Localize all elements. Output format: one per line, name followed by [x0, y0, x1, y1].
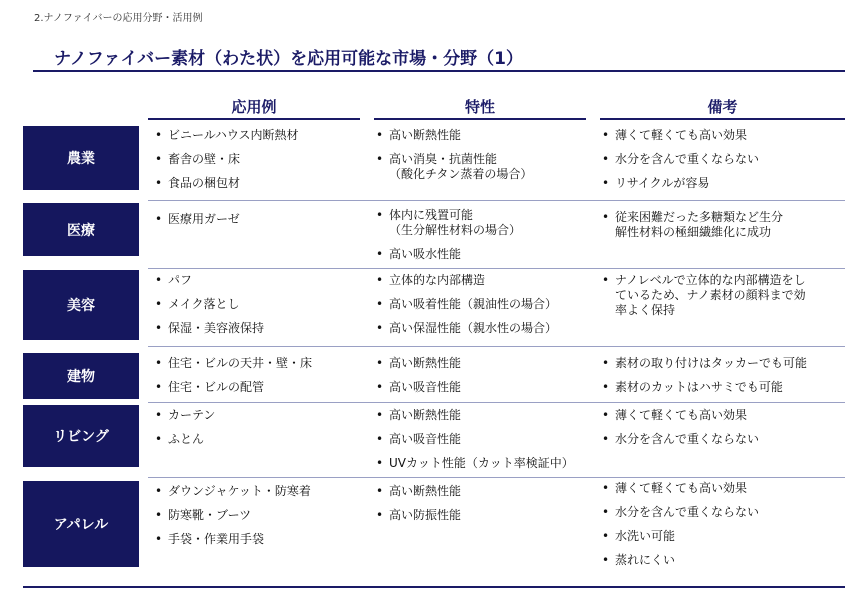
list-item: • 水分を含んで重くならない [600, 432, 850, 447]
list-item: • 水洗い可能 [600, 529, 850, 544]
properties-cell [374, 484, 599, 532]
list-item: • 高い吸着性能（親油性の場合） [374, 297, 599, 312]
list-item: • 住宅・ビルの配管 [153, 380, 368, 395]
row-divider [148, 346, 845, 347]
list-item: • 高い断熱性能 [374, 128, 599, 143]
list-item: • 畜舎の壁・床 [153, 152, 368, 167]
list-item: • 体内に残置可能 （生分解性材料の場合） [374, 208, 599, 238]
list-item: • ダウンジャケット・防寒着 [153, 484, 368, 499]
list-item: • 高い防振性能 [374, 508, 599, 523]
notes-cell [600, 356, 850, 404]
column-header-examples: 応用例 [231, 98, 277, 116]
list-item: • ナノレベルで立体的な内部構造をし ているため、ナノ素材の顔料まで効 率よく保持 [600, 273, 850, 318]
footer-divider [23, 586, 845, 588]
page-title: ナノファイバー素材（わた状）を応用可能な市場・分野（1） [54, 49, 523, 69]
category-living: リビング [23, 405, 139, 467]
row-divider [148, 200, 845, 201]
list-item: • メイク落とし [153, 297, 368, 312]
row-divider [148, 268, 845, 269]
category-medical: 医療 [23, 203, 139, 256]
list-item: • 高い吸水性能 [374, 247, 599, 262]
notes-cell [600, 408, 850, 456]
list-item: • ふとん [153, 432, 368, 447]
list-item: • 高い断熱性能 [374, 408, 599, 423]
category-apparel: アパレル [23, 481, 139, 567]
list-item: • 素材のカットはハサミでも可能 [600, 380, 850, 395]
list-item: • 住宅・ビルの天井・壁・床 [153, 356, 368, 371]
list-item: • 医療用ガーゼ [153, 212, 368, 227]
list-item: • 高い吸音性能 [374, 380, 599, 395]
row-divider [148, 402, 845, 403]
list-item: • リサイクルが容易 [600, 176, 850, 191]
row-divider [148, 477, 845, 478]
examples-cell [153, 408, 368, 456]
column-divider [600, 118, 845, 120]
list-item: • 防寒靴・ブーツ [153, 508, 368, 523]
list-item: • 高い断熱性能 [374, 484, 599, 499]
list-item: • 高い消臭・抗菌性能 （酸化チタン蒸着の場合） [374, 152, 599, 182]
list-item: • 高い吸音性能 [374, 432, 599, 447]
notes-cell [600, 128, 850, 200]
column-divider [374, 118, 586, 120]
column-header-properties: 特性 [464, 98, 495, 116]
properties-cell [374, 208, 599, 271]
list-item: • 蒸れにくい [600, 553, 850, 568]
notes-cell [600, 273, 850, 327]
list-item: • パフ [153, 273, 368, 288]
list-item: • 食品の梱包材 [153, 176, 368, 191]
list-item: • UVカット性能（カット率検証中） [374, 456, 599, 471]
list-item: • カーテン [153, 408, 368, 423]
properties-cell [374, 128, 599, 191]
list-item: • 水分を含んで重くならない [600, 505, 850, 520]
list-item: • 水分を含んで重くならない [600, 152, 850, 167]
column-header-notes: 備考 [707, 98, 738, 116]
examples-cell [153, 356, 368, 404]
examples-cell [153, 273, 368, 345]
category-agriculture: 農業 [23, 126, 139, 190]
list-item: • 従来困難だった多糖類など生分 解性材料の極細繊維化に成功 [600, 210, 850, 240]
list-item: • 保湿・美容液保持 [153, 321, 368, 336]
list-item: • 高い断熱性能 [374, 356, 599, 371]
title-divider [33, 70, 845, 72]
list-item: • 高い保湿性能（親水性の場合） [374, 321, 599, 336]
list-item: • 手袋・作業用手袋 [153, 532, 368, 547]
breadcrumb: 2.ナノファイバーの応用分野・活用例 [34, 13, 203, 24]
category-building: 建物 [23, 353, 139, 399]
list-item: • 素材の取り付けはタッカーでも可能 [600, 356, 850, 371]
column-divider [148, 118, 360, 120]
list-item: • 薄くて軽くても高い効果 [600, 408, 850, 423]
category-beauty: 美容 [23, 270, 139, 340]
notes-cell [600, 210, 850, 249]
properties-cell [374, 356, 599, 404]
examples-cell [153, 484, 368, 556]
properties-cell [374, 273, 599, 345]
examples-cell [153, 212, 368, 236]
notes-cell [600, 481, 850, 577]
list-item: • 立体的な内部構造 [374, 273, 599, 288]
list-item: • 薄くて軽くても高い効果 [600, 481, 850, 496]
list-item: • 薄くて軽くても高い効果 [600, 128, 850, 143]
list-item: • ビニールハウス内断熱材 [153, 128, 368, 143]
examples-cell [153, 128, 368, 200]
properties-cell [374, 408, 599, 480]
